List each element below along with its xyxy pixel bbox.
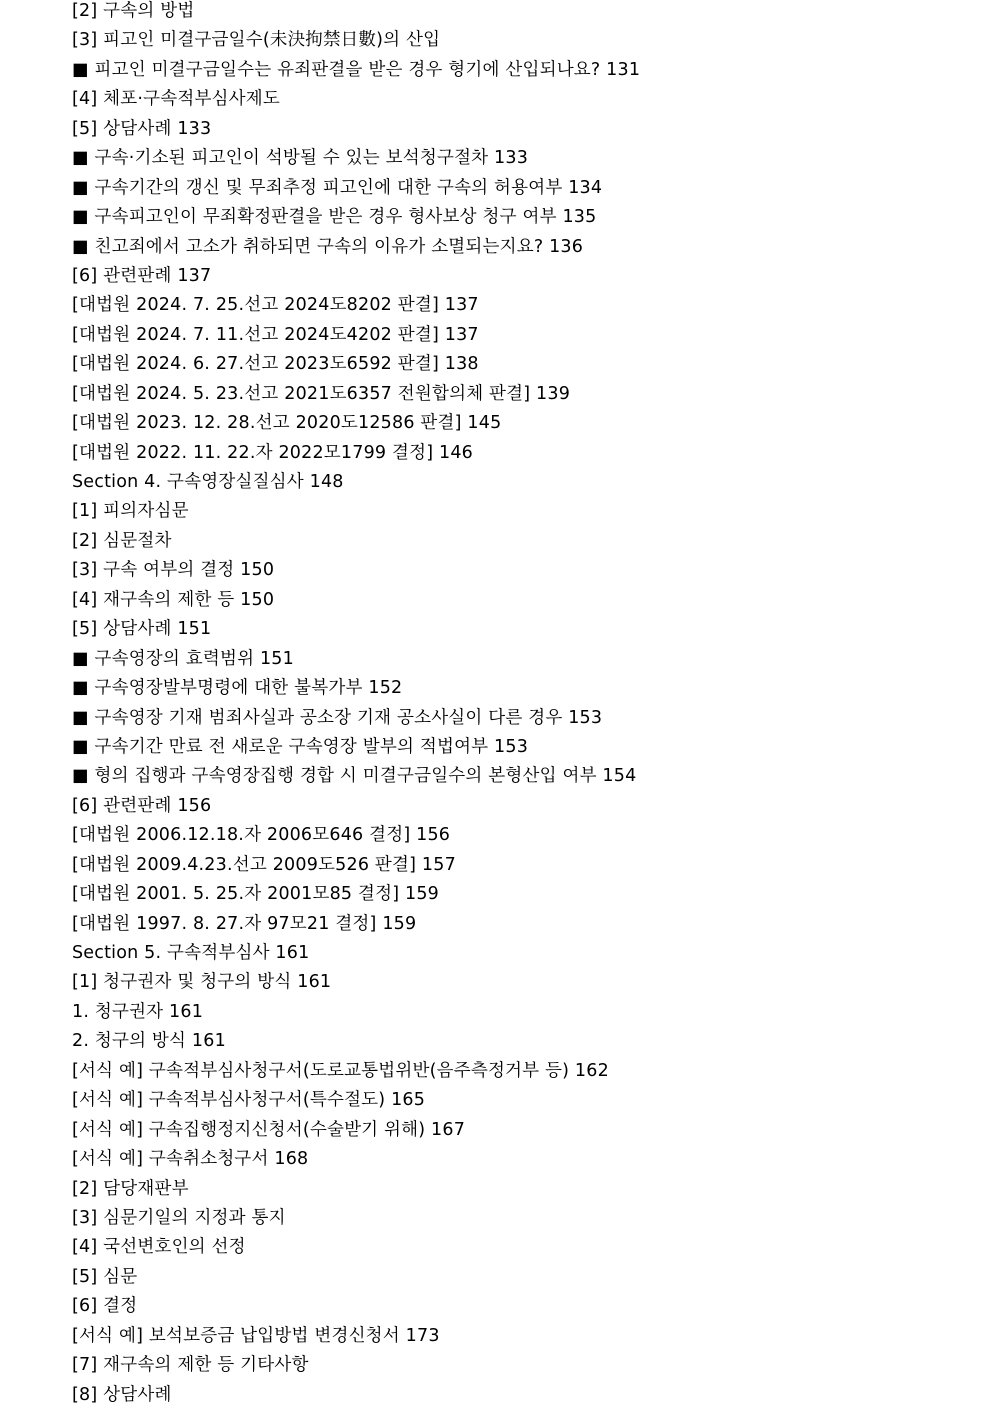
toc-line: [6] 결정 [72, 1296, 138, 1317]
toc-line: [1] 피의자심문 [72, 501, 189, 522]
toc-line: [6] 관련판례 137 [72, 265, 212, 286]
toc-line: ■ 피고인 미결구금일수는 유죄판결을 받은 경우 형기에 산입되나요? 131 [72, 59, 641, 80]
toc-line: ■ 구속기간 만료 전 새로운 구속영장 발부의 적법여부 153 [72, 736, 529, 757]
toc-line: [8] 상담사례 [72, 1384, 172, 1405]
toc-line: [3] 구속 여부의 결정 150 [72, 560, 275, 581]
toc-line: [대법원 2024. 7. 25.선고 2024도8202 판결] 137 [72, 295, 479, 316]
toc-line: [서식 예] 구속적부심사청구서(도로교통법위반(음주측정거부 등) 162 [72, 1060, 609, 1081]
toc-line: Section 4. 구속영장실질심사 148 [72, 472, 344, 492]
toc-line: ■ 친고죄에서 고소가 취하되면 구속의 이유가 소멸되는지요? 136 [72, 236, 584, 257]
toc-line: [2] 담당재판부 [72, 1178, 189, 1199]
toc-line: [서식 예] 보석보증금 납입방법 변경신청서 173 [72, 1325, 440, 1346]
toc-line: [4] 국선변호인의 선정 [72, 1237, 246, 1258]
toc-line: [서식 예] 구속집행정지신청서(수술받기 위해) 167 [72, 1119, 466, 1140]
toc-line: [대법원 2024. 7. 11.선고 2024도4202 판결] 137 [72, 324, 479, 345]
toc-line: [5] 상담사례 133 [72, 118, 212, 139]
toc-line: ■ 구속·기소된 피고인이 석방될 수 있는 보석청구절차 133 [72, 148, 529, 169]
toc-line: [6] 관련판례 156 [72, 795, 212, 816]
toc-line: ■ 구속영장 기재 범죄사실과 공소장 기재 공소사실이 다른 경우 153 [72, 707, 603, 728]
toc-line: [2] 심문절차 [72, 530, 172, 551]
toc-line: ■ 구속영장의 효력범위 151 [72, 648, 294, 669]
toc-line: [서식 예] 구속취소청구서 168 [72, 1149, 309, 1170]
toc-line: 2. 청구의 방식 161 [72, 1031, 226, 1052]
toc-line: [대법원 2024. 6. 27.선고 2023도6592 판결] 138 [72, 354, 479, 375]
toc-line: [대법원 2024. 5. 23.선고 2021도6357 전원합의체 판결] 139 [72, 383, 571, 404]
toc-line: [1] 청구권자 및 청구의 방식 161 [72, 972, 332, 993]
toc-line: Section 5. 구속적부심사 161 [72, 943, 310, 963]
toc-line: [4] 체포·구속적부심사제도 [72, 89, 280, 110]
toc-line: [3] 심문기일의 지정과 통지 [72, 1207, 286, 1228]
toc-line: 1. 청구권자 161 [72, 1001, 204, 1022]
toc-line: [대법원 1997. 8. 27.자 97모21 결정] 159 [72, 913, 417, 934]
toc-line: [대법원 2022. 11. 22.자 2022모1799 결정] 146 [72, 442, 474, 463]
toc-line: ■ 구속영장발부명령에 대한 불복가부 152 [72, 678, 403, 699]
toc-line: [대법원 2023. 12. 28.선고 2020도12586 판결] 145 [72, 413, 502, 434]
toc-line: [2] 구속의 방법 [72, 1, 195, 21]
toc-line: [5] 심문 [72, 1266, 138, 1287]
toc-line: [5] 상담사례 151 [72, 619, 212, 640]
toc-line: ■ 형의 집행과 구속영장집행 경합 시 미결구금일수의 본형산입 여부 154 [72, 766, 637, 787]
table-of-contents [72, 0, 640, 1410]
toc-line: [3] 피고인 미결구금일수(未決拘禁日數)의 산입 [72, 30, 441, 51]
toc-line: ■ 구속기간의 갱신 및 무죄추정 피고인에 대한 구속의 허용여부 134 [72, 177, 603, 198]
toc-line: [7] 재구속의 제한 등 기타사항 [72, 1355, 309, 1376]
toc-line: [대법원 2006.12.18.자 2006모646 결정] 156 [72, 825, 451, 846]
toc-line: [대법원 2001. 5. 25.자 2001모85 결정] 159 [72, 884, 439, 905]
toc-line: [서식 예] 구속적부심사청구서(특수절도) 165 [72, 1090, 426, 1111]
toc-line: [대법원 2009.4.23.선고 2009도526 판결] 157 [72, 854, 456, 875]
toc-line: ■ 구속피고인이 무죄확정판결을 받은 경우 형사보상 청구 여부 135 [72, 207, 597, 228]
toc-line: [4] 재구속의 제한 등 150 [72, 589, 275, 610]
